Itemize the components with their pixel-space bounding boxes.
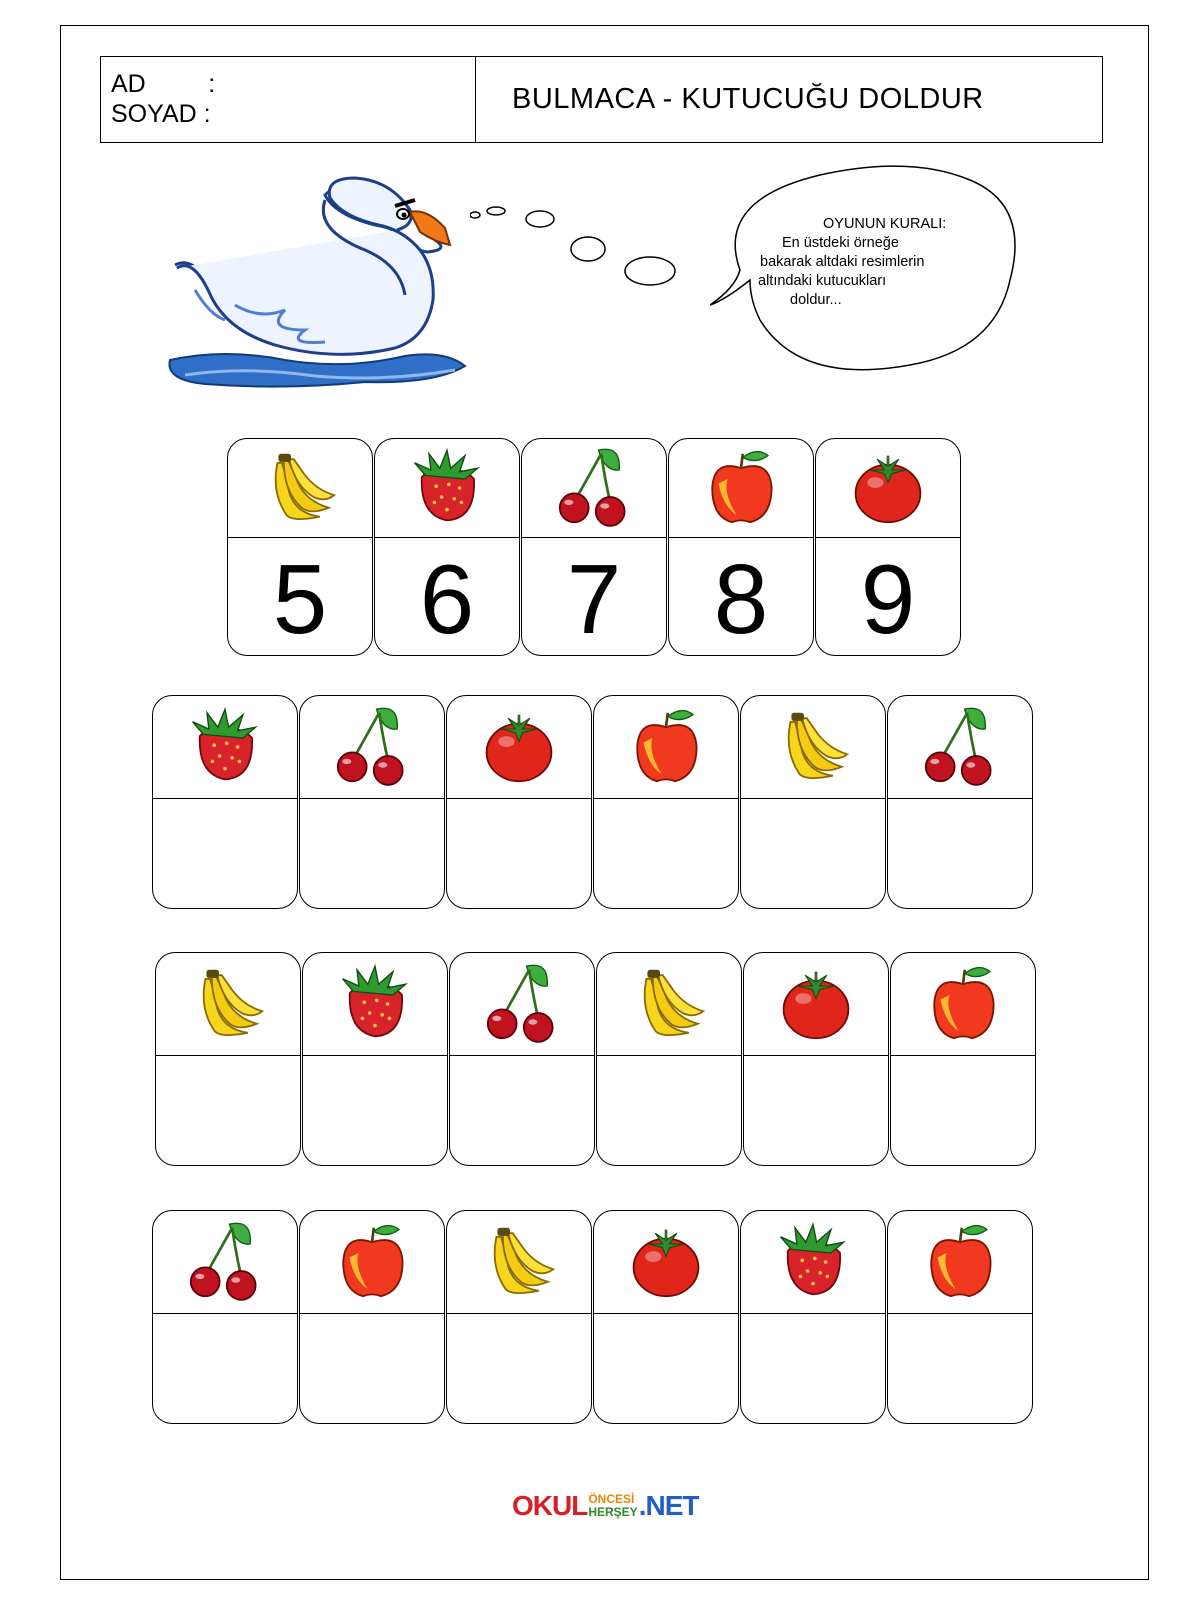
answer-box[interactable] [303, 1056, 447, 1165]
apple-icon [327, 1217, 417, 1307]
answer-box[interactable] [300, 1314, 444, 1423]
key-number: 9 [860, 543, 916, 654]
answer-box[interactable] [594, 1314, 738, 1423]
fruit-picture [594, 696, 738, 799]
fruit-picture [447, 696, 591, 799]
fruit-picture [597, 953, 741, 1056]
rules-line-4: doldur... [790, 292, 842, 308]
banana-icon [624, 959, 714, 1049]
apple-icon [621, 702, 711, 792]
answer-box[interactable] [891, 1056, 1035, 1165]
logo-stack [588, 1493, 637, 1519]
fruit-picture [594, 1211, 738, 1314]
strawberry-icon [768, 1217, 858, 1307]
key-number: 8 [713, 543, 769, 654]
thought-bubbles [470, 195, 710, 305]
puzzle-card [449, 952, 595, 1166]
fruit-picture [156, 953, 300, 1056]
rules-title: OYUNUN KURALI: [823, 216, 947, 232]
puzzle-card [446, 695, 592, 909]
fruit-picture [888, 1211, 1032, 1314]
puzzle-card [155, 952, 301, 1166]
fruit-picture [741, 696, 885, 799]
puzzle-card [887, 695, 1033, 909]
answer-box[interactable] [597, 1056, 741, 1165]
tomato-icon [621, 1217, 711, 1307]
puzzle-card [593, 695, 739, 909]
key-card [668, 438, 814, 656]
surname-label: SOYAD : [111, 100, 211, 128]
worksheet-title: BULMACA - KUTUCUĞU DOLDUR [512, 83, 984, 115]
fruit-picture [891, 953, 1035, 1056]
header-table [100, 56, 1103, 143]
logo-oncesi: ÖNCESİ [588, 1492, 635, 1506]
apple-icon [915, 1217, 1005, 1307]
answer-box[interactable] [447, 799, 591, 908]
puzzle-row [152, 1210, 1034, 1424]
name-label: AD : [111, 70, 216, 98]
strawberry-icon [402, 443, 492, 533]
answer-box[interactable] [153, 799, 297, 908]
fruit-picture [744, 953, 888, 1056]
logo-okul: OKUL [512, 1490, 588, 1521]
fruit-picture [522, 439, 666, 538]
fruit-picture [816, 439, 960, 538]
cherry-icon [477, 959, 567, 1049]
answer-box[interactable] [741, 799, 885, 908]
fruit-picture [450, 953, 594, 1056]
puzzle-card [302, 952, 448, 1166]
key-card [227, 438, 373, 656]
fruit-picture [153, 1211, 297, 1314]
key-card [815, 438, 961, 656]
puzzle-card [593, 1210, 739, 1424]
name-fields [101, 57, 476, 142]
puzzle-row [155, 952, 1037, 1166]
key-number-box [522, 538, 666, 655]
key-number: 6 [419, 543, 475, 654]
swan-illustration [165, 170, 475, 405]
answer-box[interactable] [447, 1314, 591, 1423]
key-card [374, 438, 520, 656]
puzzle-card [299, 695, 445, 909]
fruit-picture [888, 696, 1032, 799]
answer-box[interactable] [153, 1314, 297, 1423]
banana-icon [474, 1217, 564, 1307]
banana-icon [183, 959, 273, 1049]
key-row [227, 438, 962, 656]
puzzle-card [740, 1210, 886, 1424]
tomato-icon [843, 443, 933, 533]
logo-hersey: HERŞEY [588, 1505, 638, 1519]
fruit-picture [228, 439, 372, 538]
fruit-picture [741, 1211, 885, 1314]
answer-box[interactable] [744, 1056, 888, 1165]
site-logo [512, 1490, 698, 1522]
puzzle-card [152, 695, 298, 909]
cherry-icon [327, 702, 417, 792]
strawberry-icon [180, 702, 270, 792]
fruit-picture [303, 953, 447, 1056]
answer-box[interactable] [741, 1314, 885, 1423]
answer-box[interactable] [594, 799, 738, 908]
tomato-icon [474, 702, 564, 792]
answer-box[interactable] [888, 1314, 1032, 1423]
key-number-box [816, 538, 960, 655]
game-rules [758, 215, 988, 310]
answer-box[interactable] [450, 1056, 594, 1165]
key-number-box [375, 538, 519, 655]
key-number-box [669, 538, 813, 655]
cherry-icon [915, 702, 1005, 792]
key-number: 7 [566, 543, 622, 654]
puzzle-card [152, 1210, 298, 1424]
fruit-picture [300, 1211, 444, 1314]
rules-line-1: En üstdeki örneğe [782, 235, 899, 251]
puzzle-card [596, 952, 742, 1166]
key-number: 5 [272, 543, 328, 654]
puzzle-row [152, 695, 1034, 909]
puzzle-card [299, 1210, 445, 1424]
fruit-picture [375, 439, 519, 538]
fruit-picture [669, 439, 813, 538]
fruit-picture [300, 696, 444, 799]
puzzle-card [446, 1210, 592, 1424]
answer-box[interactable] [156, 1056, 300, 1165]
strawberry-icon [330, 959, 420, 1049]
puzzle-card [890, 952, 1036, 1166]
puzzle-card [740, 695, 886, 909]
apple-icon [696, 443, 786, 533]
puzzle-card [743, 952, 889, 1166]
rules-line-2: bakarak altdaki resimlerin [760, 254, 925, 270]
key-card [521, 438, 667, 656]
tomato-icon [771, 959, 861, 1049]
key-number-box [228, 538, 372, 655]
fruit-picture [153, 696, 297, 799]
banana-icon [255, 443, 345, 533]
cherry-icon [180, 1217, 270, 1307]
rules-line-3: altındaki kutucukları [758, 273, 887, 289]
fruit-picture [447, 1211, 591, 1314]
cherry-icon [549, 443, 639, 533]
banana-icon [768, 702, 858, 792]
puzzle-card [887, 1210, 1033, 1424]
answer-box[interactable] [300, 799, 444, 908]
logo-net: .NET [638, 1490, 699, 1521]
answer-box[interactable] [888, 799, 1032, 908]
apple-icon [918, 959, 1008, 1049]
